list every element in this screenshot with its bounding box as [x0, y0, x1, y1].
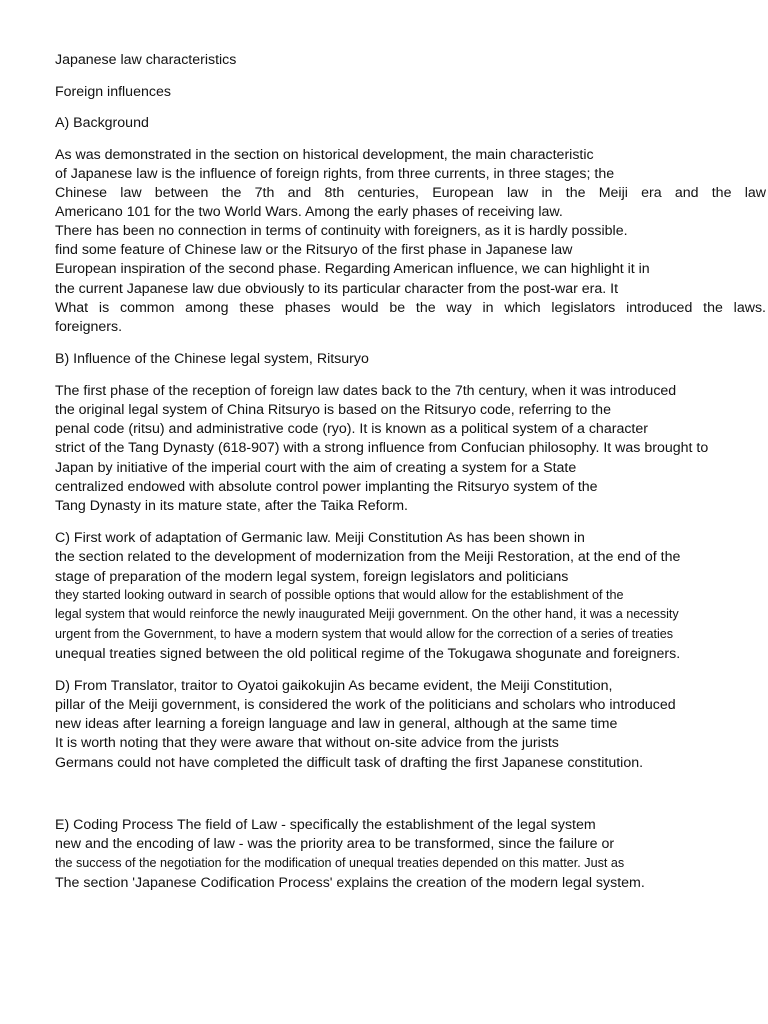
paragraph-line: stage of preparation of the modern legal system, foreign legislators and politicians: [55, 569, 569, 585]
paragraph-line: centralized endowed with absolute control power implanting the Ritsuryo system of the: [55, 479, 598, 495]
paragraph-line: The section 'Japanese Codification Process' explains the creation of the modern legal system.: [55, 875, 645, 891]
paragraph-line: the original legal system of China Ritsuryo is based on the Ritsuryo code, referring to the: [55, 402, 611, 418]
section-e-heading: E) Coding Process The field of Law - specifically the establishment of the legal system: [55, 817, 596, 833]
paragraph-line: strict of the Tang Dynasty (618-907) with a strong influence from Confucian philosophy. It was brought to: [55, 440, 709, 456]
paragraph-line: they started looking outward in search of possible options that would allow for the establishment of the: [55, 588, 624, 602]
section-c-heading: C) First work of adaptation of Germanic law. Meiji Constitution As has been shown in: [55, 530, 585, 546]
paragraph-line: The first phase of the reception of foreign law dates back to the 7th century, when it was introduced: [55, 383, 677, 399]
document-subtitle: Foreign influences: [55, 84, 171, 100]
paragraph-line: pillar of the Meiji government, is considered the work of the politicians and scholars who introduced: [55, 697, 676, 713]
paragraph-line: There has been no connection in terms of continuity with foreigners, as it is hardly possible.: [55, 223, 628, 239]
paragraph-line: new ideas after learning a foreign language and law in general, although at the same time: [55, 716, 618, 732]
paragraph-line: find some feature of Chinese law or the Ritsuryo of the first phase in Japanese law: [55, 242, 573, 258]
paragraph-line: Chinese law between the 7th and 8th centuries, European law in the Meiji era and the law: [55, 185, 766, 201]
paragraph-line: What is common among these phases would be the way in which legislators introduced the laws.: [55, 300, 766, 316]
paragraph-line: Americano 101 for the two World Wars. Among the early phases of receiving law.: [55, 204, 563, 220]
paragraph-line: Tang Dynasty in its mature state, after the Taika Reform.: [55, 498, 409, 514]
paragraph-line: urgent from the Government, to have a modern system that would allow for the correction of a series of treaties: [55, 627, 674, 641]
section-d-heading: D) From Translator, traitor to Oyatoi gaikokujin As became evident, the Meiji Constitution,: [55, 678, 613, 694]
paragraph-line: legal system that would reinforce the newly inaugurated Meiji government. On the other hand, it was a necessity: [55, 607, 679, 621]
paragraph-line: It is worth noting that they were aware that without on-site advice from the jurists: [55, 735, 559, 751]
paragraph-line: the section related to the development of modernization from the Meiji Restoration, at the end of the: [55, 549, 681, 565]
paragraph-line: new and the encoding of law - was the priority area to be transformed, since the failure or: [55, 836, 615, 852]
paragraph-line: As was demonstrated in the section on historical development, the main characteristic: [55, 147, 594, 163]
paragraph-line: European inspiration of the second phase. Regarding American influence, we can highlight it in: [55, 261, 650, 277]
paragraph-line: unequal treaties signed between the old political regime of the Tokugawa shogunate and foreigners.: [55, 646, 681, 662]
section-b-heading: B) Influence of the Chinese legal system, Ritsuryo: [55, 351, 369, 367]
section-a-heading: A) Background: [55, 115, 149, 131]
document-title: Japanese law characteristics: [55, 52, 237, 68]
paragraph-line: Japan by initiative of the imperial court with the aim of creating a system for a State: [55, 460, 577, 476]
paragraph-line: the current Japanese law due obviously to its particular character from the post-war era. It: [55, 281, 619, 297]
paragraph-line: penal code (ritsu) and administrative code (ryo). It is known as a political system of a character: [55, 421, 648, 437]
paragraph-line: foreigners.: [55, 319, 123, 335]
paragraph-line: Germans could not have completed the difficult task of drafting the first Japanese constitution.: [55, 755, 644, 771]
paragraph-line: of Japanese law is the influence of foreign rights, from three currents, in three stages; the: [55, 166, 615, 182]
paragraph-line: the success of the negotiation for the modification of unequal treaties depended on this matter. Just as: [55, 856, 625, 870]
